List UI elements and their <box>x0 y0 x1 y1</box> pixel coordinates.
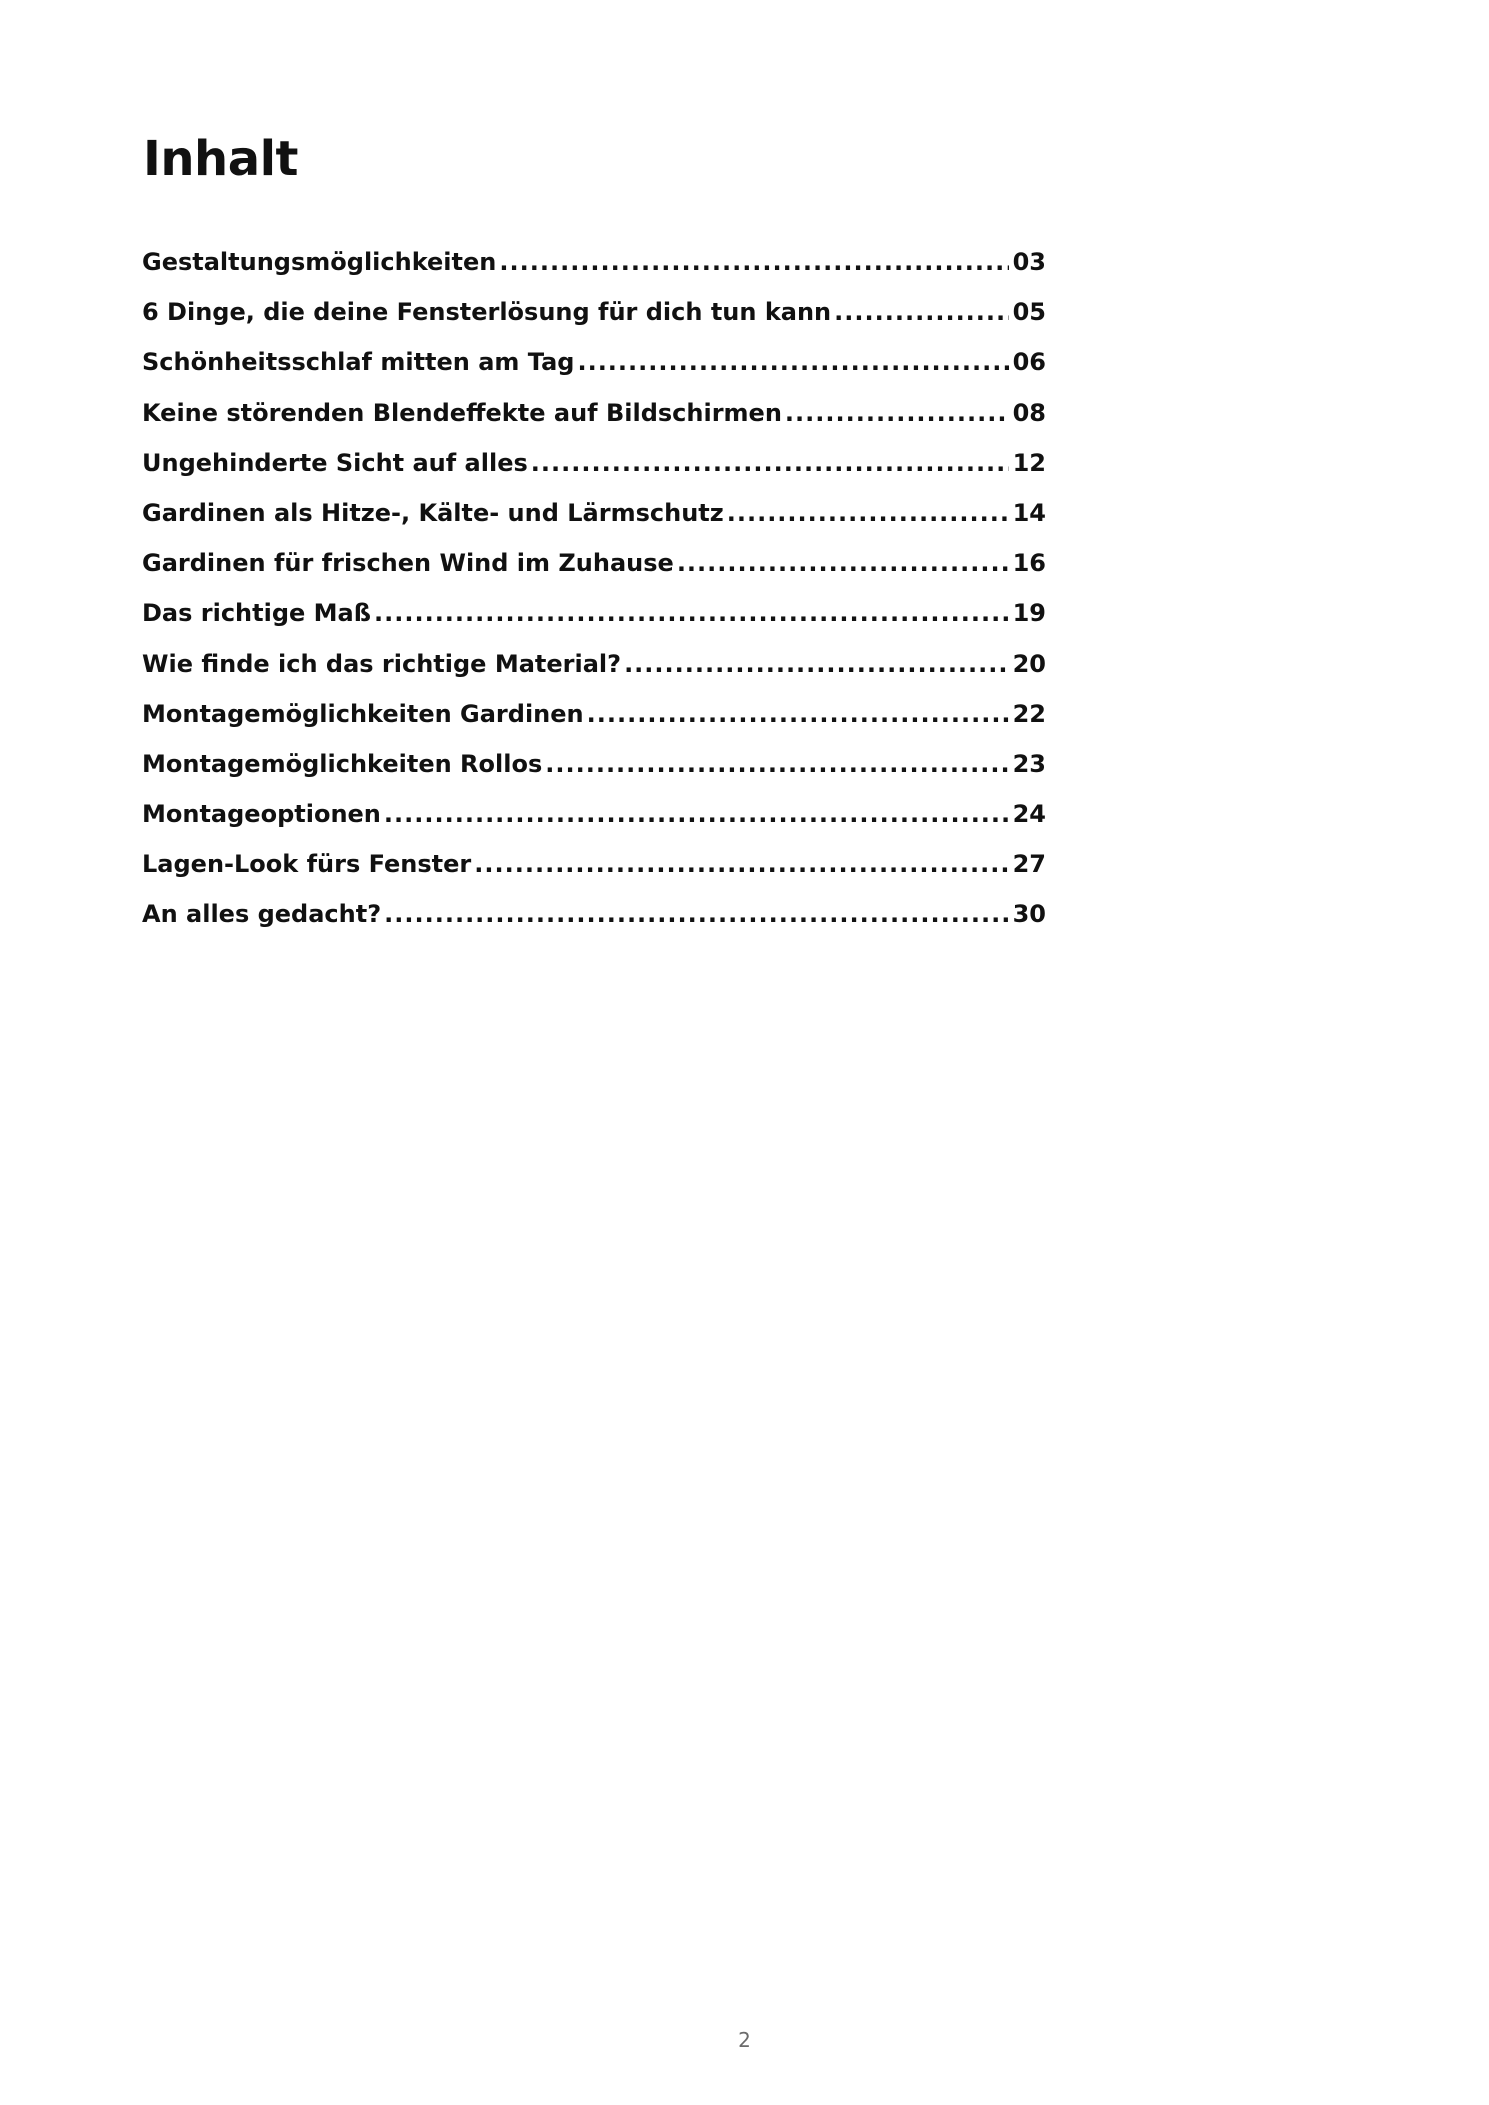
toc-entry-page: 05 <box>1012 298 1046 327</box>
toc-entry-page: 23 <box>1012 749 1046 778</box>
toc-leader-dots <box>727 496 1009 530</box>
toc-leader-dots <box>545 747 1008 781</box>
toc-entry-label: Wie finde ich das richtige Material? <box>142 649 622 678</box>
toc-entry-page: 24 <box>1012 800 1046 829</box>
toc-leader-dots <box>587 697 1009 731</box>
toc-entry-label: Schönheitsschlaf mitten am Tag <box>142 348 575 377</box>
toc-entry-label: Gestaltungsmöglichkeiten <box>142 248 497 276</box>
toc-entry-page: 06 <box>1012 348 1046 377</box>
toc-entry[interactable] <box>142 596 1046 646</box>
toc-leader-dots <box>677 546 1009 580</box>
toc-entry[interactable] <box>142 647 1046 697</box>
toc-entry[interactable] <box>142 747 1046 797</box>
toc-entry[interactable] <box>142 396 1046 446</box>
toc-entry-page: 08 <box>1012 398 1046 427</box>
toc-entry-label: Montagemöglichkeiten Gardinen <box>142 699 584 728</box>
page-title: Inhalt <box>143 131 298 187</box>
toc-entry[interactable] <box>142 897 1046 947</box>
toc-entry-page: 19 <box>1012 599 1046 628</box>
toc-entry-page: 16 <box>1012 549 1046 578</box>
toc-leader-dots <box>474 847 1008 881</box>
toc-entry[interactable] <box>142 697 1046 747</box>
toc-entry[interactable] <box>142 797 1046 847</box>
toc-entry-page: 30 <box>1012 900 1046 929</box>
toc-entry-label: An alles gedacht? <box>142 900 382 929</box>
toc-entry-label: Montagemöglichkeiten Rollos <box>142 749 543 778</box>
toc-entry[interactable] <box>142 245 1046 295</box>
toc-leader-dots <box>577 345 1008 379</box>
toc-entry[interactable] <box>142 446 1046 496</box>
toc-entry[interactable] <box>142 546 1046 596</box>
toc-leader-dots <box>374 596 1009 630</box>
toc-leader-dots <box>384 797 1009 831</box>
table-of-contents <box>142 245 1046 948</box>
toc-entry-page: 22 <box>1012 699 1046 728</box>
toc-entry-page: 27 <box>1012 850 1046 879</box>
toc-entry-label: Keine störenden Blendeffekte auf Bildschirmen <box>142 398 782 427</box>
toc-entry-label: Das richtige Maß <box>142 599 371 628</box>
page-number: 2 <box>738 2028 751 2052</box>
toc-leader-dots <box>531 446 1009 480</box>
toc-entry-label: Lagen-Look fürs Fenster <box>142 850 472 879</box>
toc-entry-label: Gardinen als Hitze-, Kälte- und Lärmschutz <box>142 498 724 527</box>
toc-leader-dots <box>785 396 1009 430</box>
toc-leader-dots <box>384 897 1008 931</box>
toc-leader-dots <box>624 647 1009 681</box>
toc-entry[interactable] <box>142 496 1046 546</box>
toc-entry-page: 14 <box>1012 498 1046 527</box>
toc-entry-label: Gardinen für frischen Wind im Zuhause <box>142 549 674 578</box>
toc-entry-page: 12 <box>1012 448 1046 477</box>
toc-entry[interactable] <box>142 847 1046 897</box>
toc-entry-page: 20 <box>1012 649 1046 678</box>
toc-entry[interactable] <box>142 295 1046 345</box>
toc-entry-page: 03 <box>1012 248 1046 276</box>
toc-entry-label: 6 Dinge, die deine Fensterlösung für dich tun kann <box>142 298 832 327</box>
toc-entry-label: Montageoptionen <box>142 800 381 829</box>
toc-entry[interactable] <box>142 345 1046 395</box>
toc-leader-dots <box>834 295 1008 329</box>
toc-leader-dots <box>499 245 1008 279</box>
toc-entry-label: Ungehinderte Sicht auf alles <box>142 448 528 477</box>
